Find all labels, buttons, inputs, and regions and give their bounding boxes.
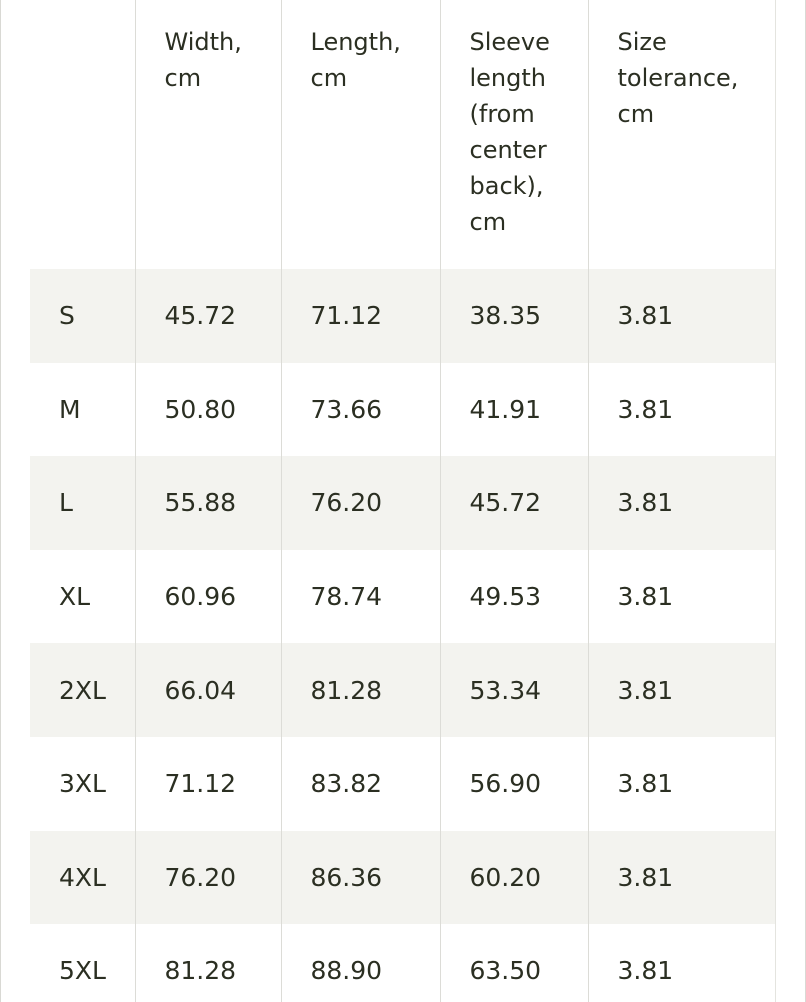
table-row <box>30 269 775 363</box>
length-value: 73.66 <box>281 363 440 457</box>
length-value: 71.12 <box>281 269 440 363</box>
header-size <box>30 0 135 269</box>
sleeve-value: 63.50 <box>440 924 588 1002</box>
left-border <box>0 0 1 1002</box>
width-value: 81.28 <box>135 924 281 1002</box>
tolerance-value: 3.81 <box>588 831 775 925</box>
width-value: 60.96 <box>135 550 281 644</box>
table-row <box>30 363 775 457</box>
sleeve-value: 45.72 <box>440 456 588 550</box>
size-label: 4XL <box>30 831 135 925</box>
tolerance-value: 3.81 <box>588 924 775 1002</box>
length-value: 88.90 <box>281 924 440 1002</box>
width-value: 50.80 <box>135 363 281 457</box>
length-value: 78.74 <box>281 550 440 644</box>
tolerance-value: 3.81 <box>588 269 775 363</box>
size-label: 3XL <box>30 737 135 831</box>
size-label: S <box>30 269 135 363</box>
width-value: 71.12 <box>135 737 281 831</box>
sleeve-value: 49.53 <box>440 550 588 644</box>
table-header-row <box>30 0 775 269</box>
length-value: 83.82 <box>281 737 440 831</box>
tolerance-value: 3.81 <box>588 456 775 550</box>
header-length: Length, cm <box>281 0 440 269</box>
right-margin <box>775 0 806 1002</box>
width-value: 66.04 <box>135 643 281 737</box>
width-value: 76.20 <box>135 831 281 925</box>
size-label: M <box>30 363 135 457</box>
table-row <box>30 550 775 644</box>
table-row <box>30 456 775 550</box>
table-row <box>30 643 775 737</box>
sleeve-value: 38.35 <box>440 269 588 363</box>
length-value: 76.20 <box>281 456 440 550</box>
header-size-tolerance: Size tolerance, cm <box>588 0 775 269</box>
table-row <box>30 924 775 1002</box>
size-label: 5XL <box>30 924 135 1002</box>
length-value: 81.28 <box>281 643 440 737</box>
sleeve-value: 41.91 <box>440 363 588 457</box>
width-value: 55.88 <box>135 456 281 550</box>
size-label: 2XL <box>30 643 135 737</box>
sleeve-value: 60.20 <box>440 831 588 925</box>
tolerance-value: 3.81 <box>588 363 775 457</box>
size-label: XL <box>30 550 135 644</box>
size-chart-table <box>30 0 775 1002</box>
length-value: 86.36 <box>281 831 440 925</box>
sleeve-value: 53.34 <box>440 643 588 737</box>
table-row <box>30 737 775 831</box>
table-row <box>30 831 775 925</box>
header-sleeve-length: Sleeve length (from center back), cm <box>440 0 588 269</box>
sleeve-value: 56.90 <box>440 737 588 831</box>
size-label: L <box>30 456 135 550</box>
tolerance-value: 3.81 <box>588 737 775 831</box>
width-value: 45.72 <box>135 269 281 363</box>
tolerance-value: 3.81 <box>588 643 775 737</box>
header-width: Width, cm <box>135 0 281 269</box>
tolerance-value: 3.81 <box>588 550 775 644</box>
